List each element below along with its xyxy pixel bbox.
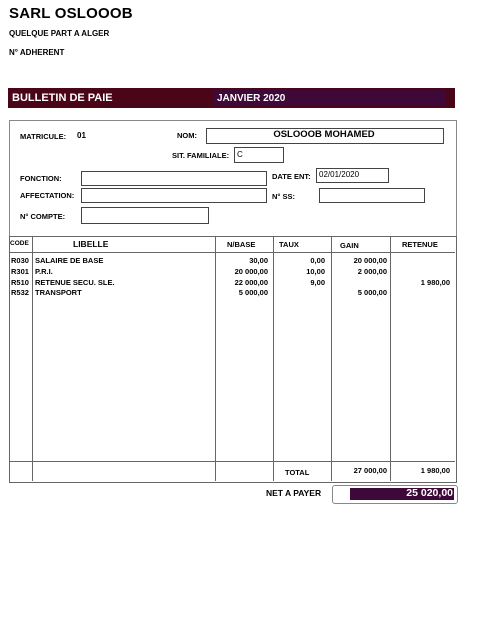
row-base: 30,00 xyxy=(249,256,268,265)
row-base: 5 000,00 xyxy=(238,288,268,298)
col-header-taux: TAUX xyxy=(279,240,299,249)
row-base: 22 000,00 xyxy=(234,277,268,287)
total-retenue: 1 980,00 xyxy=(420,466,450,475)
row-gain: 20 000,00 xyxy=(353,256,387,265)
adherent-label: N° ADHERENT xyxy=(9,48,65,57)
row-libelle: P.R.I. xyxy=(35,266,53,276)
company-address: QUELQUE PART A ALGER xyxy=(9,29,110,38)
matricule-value: 01 xyxy=(77,131,86,140)
row-retenue xyxy=(391,256,450,267)
fonction-label: FONCTION: xyxy=(20,174,62,183)
row-retenue xyxy=(391,267,450,278)
row-base: 20 000,00 xyxy=(234,266,268,276)
compte-field[interactable] xyxy=(81,207,209,224)
table-row xyxy=(332,256,387,299)
table-row xyxy=(11,256,29,299)
table-row xyxy=(216,256,268,299)
pay-period: JANVIER 2020 xyxy=(217,93,286,104)
table-row xyxy=(391,256,450,299)
table-row xyxy=(274,256,325,299)
col-header-libelle: LIBELLE xyxy=(73,239,109,249)
row-libelle: RETENUE SECU. SLE. xyxy=(35,277,115,287)
row-taux: 10,00 xyxy=(306,266,325,276)
date-entree-value: 02/01/2020 xyxy=(319,170,360,179)
row-retenue xyxy=(391,288,450,299)
affectation-field[interactable] xyxy=(81,188,267,203)
col-header-retenue: RETENUE xyxy=(402,240,438,249)
total-divider xyxy=(9,461,455,462)
total-gain: 27 000,00 xyxy=(353,466,387,475)
total-label: TOTAL xyxy=(285,468,310,477)
row-gain: 2 000,00 xyxy=(357,266,387,276)
row-retenue: 1 980,00 xyxy=(420,277,450,287)
table-row xyxy=(35,256,115,299)
compte-label: N° COMPTE: xyxy=(20,212,66,221)
ss-field[interactable] xyxy=(319,188,425,203)
header-divider xyxy=(9,252,455,253)
row-code: R030 xyxy=(11,256,29,265)
net-a-payer-label: NET A PAYER xyxy=(266,488,322,498)
row-taux xyxy=(274,288,325,299)
row-libelle: SALAIRE DE BASE xyxy=(35,256,104,265)
nom-label: NOM: xyxy=(177,131,197,140)
sit-familiale-value: C xyxy=(237,150,243,159)
net-a-payer-value: 25 020,00 xyxy=(406,487,453,499)
ss-label: N° SS: xyxy=(272,192,296,201)
affectation-label: AFFECTATION: xyxy=(20,191,75,200)
row-gain: 5 000,00 xyxy=(357,288,387,298)
column-divider xyxy=(32,236,33,481)
row-code: R532 xyxy=(11,288,29,298)
row-code: R301 xyxy=(11,266,29,276)
sit-familiale-label: SIT. FAMILIALE: xyxy=(172,151,230,160)
col-header-code: CODE xyxy=(10,240,29,247)
fonction-field[interactable] xyxy=(81,171,267,186)
matricule-label: MATRICULE: xyxy=(20,132,67,141)
row-gain xyxy=(332,278,387,289)
row-taux: 0,00 xyxy=(310,256,325,265)
nom-value: OSLOOOB MOHAMED xyxy=(273,129,375,140)
col-header-gain: GAIN xyxy=(340,241,359,250)
col-header-base: N/BASE xyxy=(227,240,256,249)
row-taux: 9,00 xyxy=(310,277,325,287)
row-libelle: TRANSPORT xyxy=(35,288,82,298)
row-code: R510 xyxy=(11,277,29,287)
date-entree-label: DATE ENT: xyxy=(272,172,311,181)
document-title: BULLETIN DE PAIE xyxy=(12,92,113,104)
company-name: SARL OSLOOOB xyxy=(9,5,133,22)
